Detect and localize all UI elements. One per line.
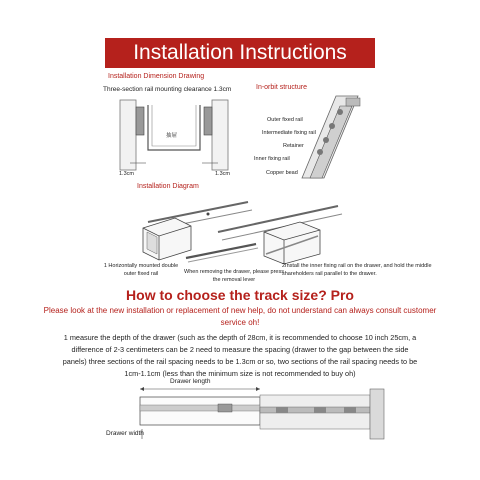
label-retainer: Retainer — [283, 143, 304, 149]
inorbit-heading: In-orbit structure — [256, 84, 307, 91]
drawer-label: 抽屉 — [166, 133, 178, 139]
drawer-outline — [148, 105, 200, 150]
drawer-width-label: Drawer width — [106, 430, 144, 437]
cabinet-side-panel — [370, 389, 384, 439]
track-size-subtitle: Please look at the new installation or replacement of new help, do not understand can always consult customer service oh! — [43, 306, 437, 327]
drawer-length-label: Drawer length — [170, 378, 211, 385]
drawer-box-right — [258, 214, 328, 266]
track-size-heading: How to choose the track size? Pro — [126, 287, 354, 303]
inorbit-structure-drawing — [296, 92, 376, 182]
right-gap-label: 1.3cm — [215, 171, 230, 177]
step2-text: 2Install the inner fixing rail on the drawer, and hold the middle shareholders rail parallel to the drawer. — [282, 263, 432, 277]
clearance-note: Three-section rail mounting clearance 1.3cm — [103, 86, 232, 93]
left-gap-label: 1.3cm — [119, 171, 134, 177]
right-cabinet-wall — [212, 100, 228, 170]
left-rail — [136, 107, 144, 135]
right-rail — [204, 107, 212, 135]
label-inner-fixing-rail: Inner fixing rail — [254, 156, 290, 162]
dimension-drawing-heading: Installation Dimension Drawing — [108, 73, 205, 80]
copper-bead-icon — [317, 149, 323, 155]
step1-text: 1 Horizontally mounted double outer fixed rail — [103, 263, 179, 277]
label-outer-fixed-rail: Outer fixed rail — [267, 117, 303, 123]
track-size-body: 1 measure the depth of the drawer (such as the depth of 28cm, it is recommended to choose 10 inch 25cm, a difference of 2-3 centimeters can be 2 need to measure the spacing (drawer to the gap between the side panels) three sections of the rail spacing needs to be 1.3cm or so, two sections of the rail spacing needs to be 1cm-1.1cm (less than the minimum size is not recommended to buy oh) — [62, 333, 418, 378]
removal-step-text: When removing the drawer, please press the removal lever — [184, 269, 284, 283]
label-intermediate-fixing-rail: Intermediate fixing rail — [262, 130, 316, 136]
left-cabinet-wall — [120, 100, 136, 170]
rail-middle — [182, 240, 262, 265]
label-copper-bead: Copper bead — [266, 170, 298, 176]
page-title-banner: Installation Instructions — [105, 38, 375, 68]
installation-diagram-heading: Installation Diagram — [137, 183, 199, 190]
